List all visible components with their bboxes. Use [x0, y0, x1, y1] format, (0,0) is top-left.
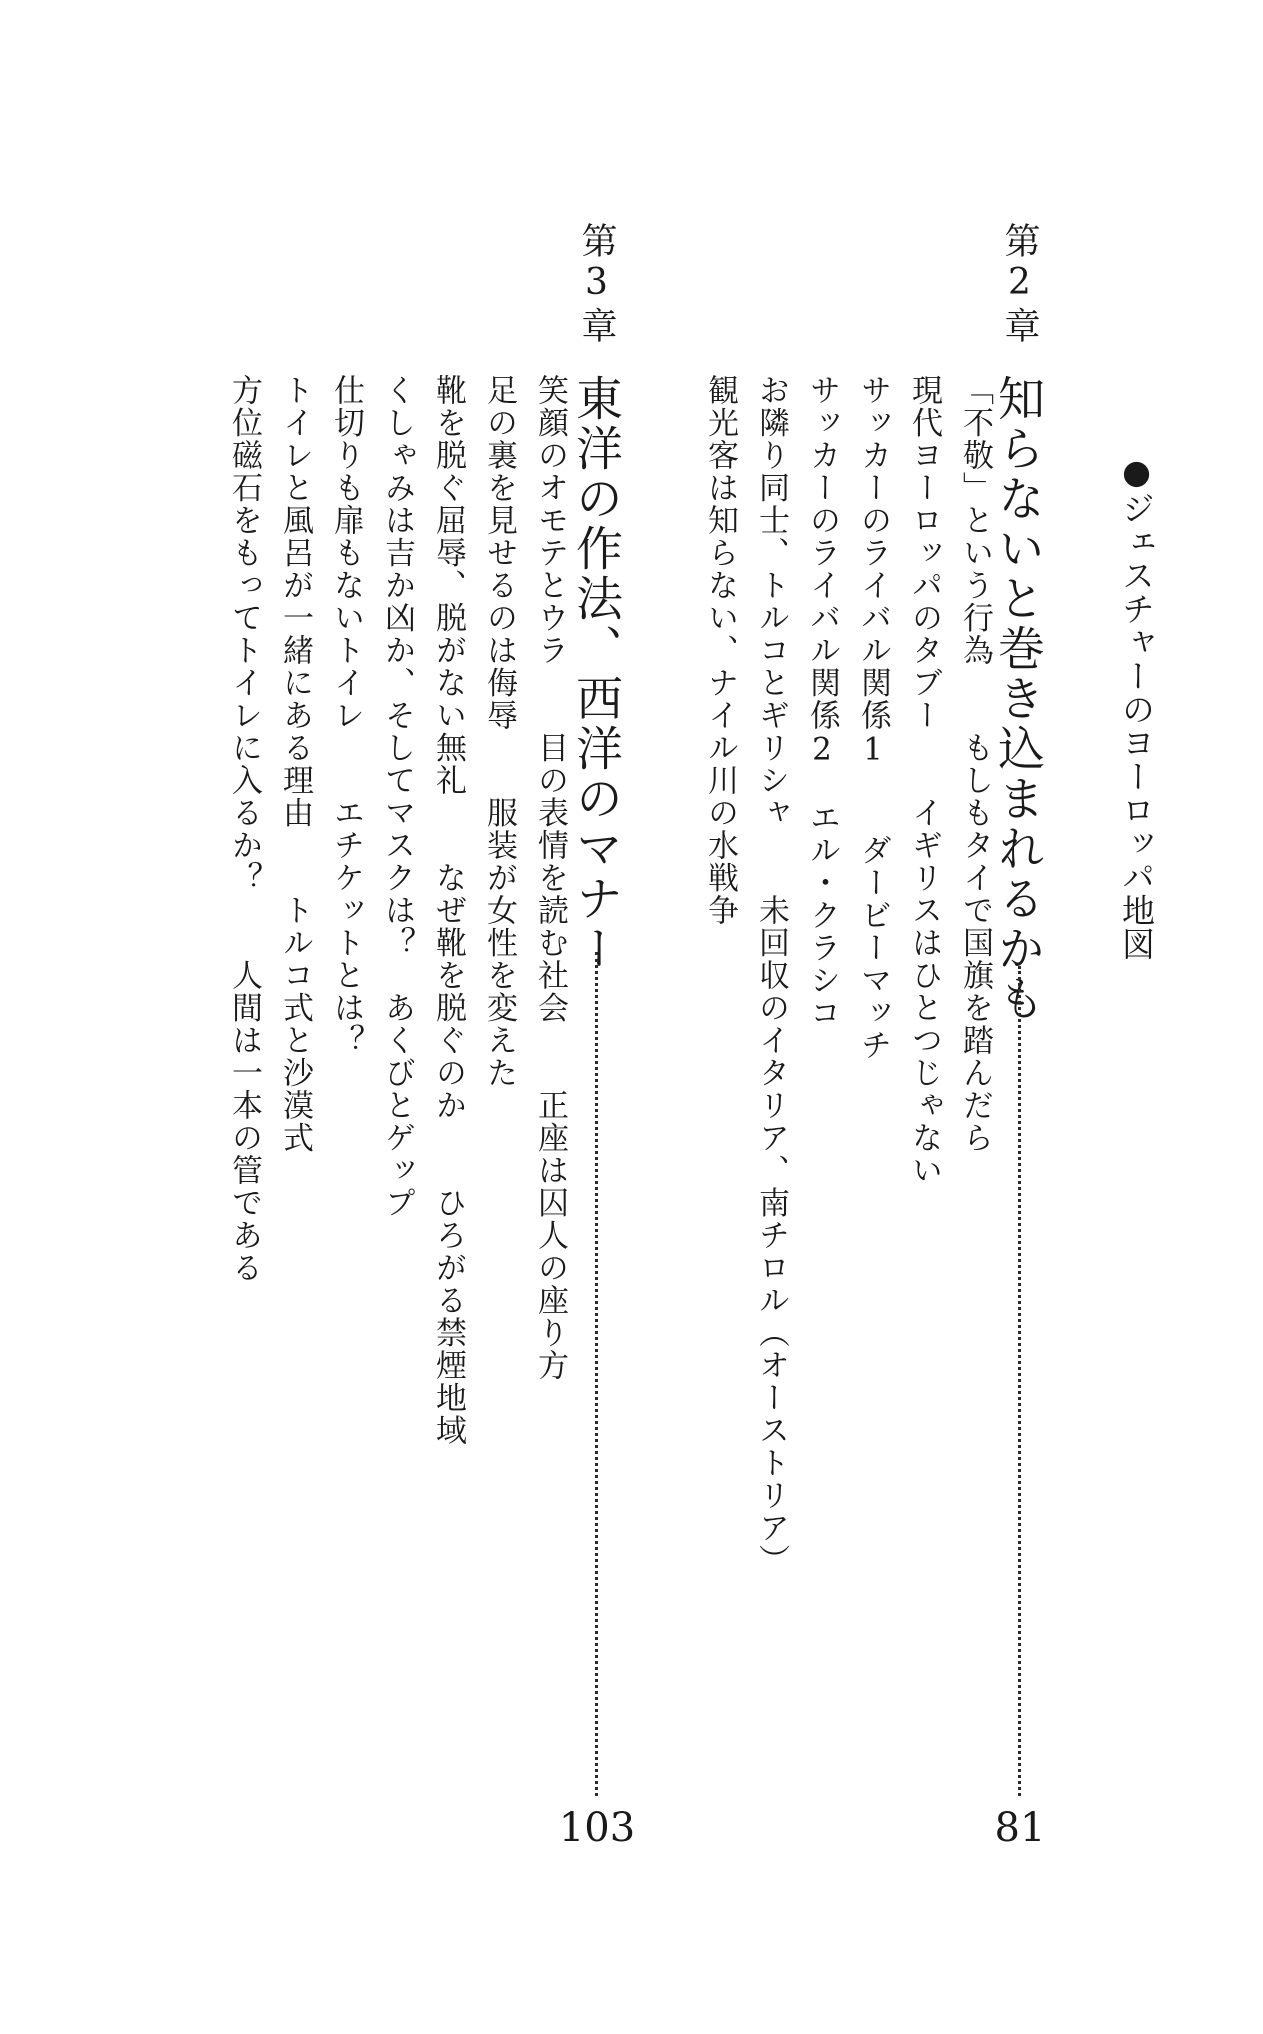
- map-entry: ●ジェスチャーのヨーロッパ地図: [1117, 452, 1156, 961]
- chapter-3-section-2: 足の裏を見せるのは侮辱 服装が女性を変えた: [481, 374, 517, 1089]
- chapter-3-title: 東洋の作法、西洋のマナー: [568, 374, 623, 974]
- chapter-3-label: 第3章: [576, 222, 617, 347]
- chapter-2-section-4: サッカーのライバル関係2 エル・クラシコ: [804, 374, 840, 1029]
- chapter-2-section-2: 現代ヨーロッパのタブー イギリスはひとつじゃない: [906, 374, 942, 1187]
- chapter-3-section-4: くしゃみは吉か凶か、そしてマスクは？ あくびとゲップ: [379, 374, 415, 1219]
- chapter-3-section-1: 笑顔のオモテとウラ 目の表情を読む社会 正座は囚人の座り方: [532, 374, 568, 1382]
- chapter-2-section-5: お隣り同士、トルコとギリシャ 未回収のイタリア、南チロル（オーストリア）: [753, 374, 789, 1577]
- chapter-2-label: 第2章: [999, 222, 1040, 347]
- chapter-2-section-6: 観光客は知らない、ナイル川の水戦争: [702, 374, 738, 927]
- chapter-2-page-number: 81: [994, 1805, 1046, 1851]
- chapter-2-title: 知らないと巻き込まれるかも: [990, 374, 1045, 1024]
- chapter-3-section-5: 仕切りも扉もないトイレ エチケットとは？: [328, 374, 364, 1057]
- chapter-3-section-3: 靴を脱ぐ屈辱、脱がない無礼 なぜ靴を脱ぐのか ひろがる禁煙地域: [430, 374, 466, 1447]
- chapter-2-section-3: サッカーのライバル関係1 ダービーマッチ: [855, 374, 891, 1062]
- chapter-2-dotted-leader: [1018, 966, 1021, 1796]
- chapter-3-section-6: トイレと風呂が一緒にある理由 トルコ式と沙漠式: [277, 374, 313, 1154]
- chapter-3-page-number: 103: [558, 1805, 636, 1851]
- chapter-3-dotted-leader: [595, 952, 598, 1796]
- chapter-3-section-7: 方位磁石をもってトイレに入るか？ 人間は一本の管である: [226, 374, 262, 1284]
- chapter-2-section-1: 「不敬」という行為 もしもタイで国旗を踏んだら: [957, 374, 993, 1154]
